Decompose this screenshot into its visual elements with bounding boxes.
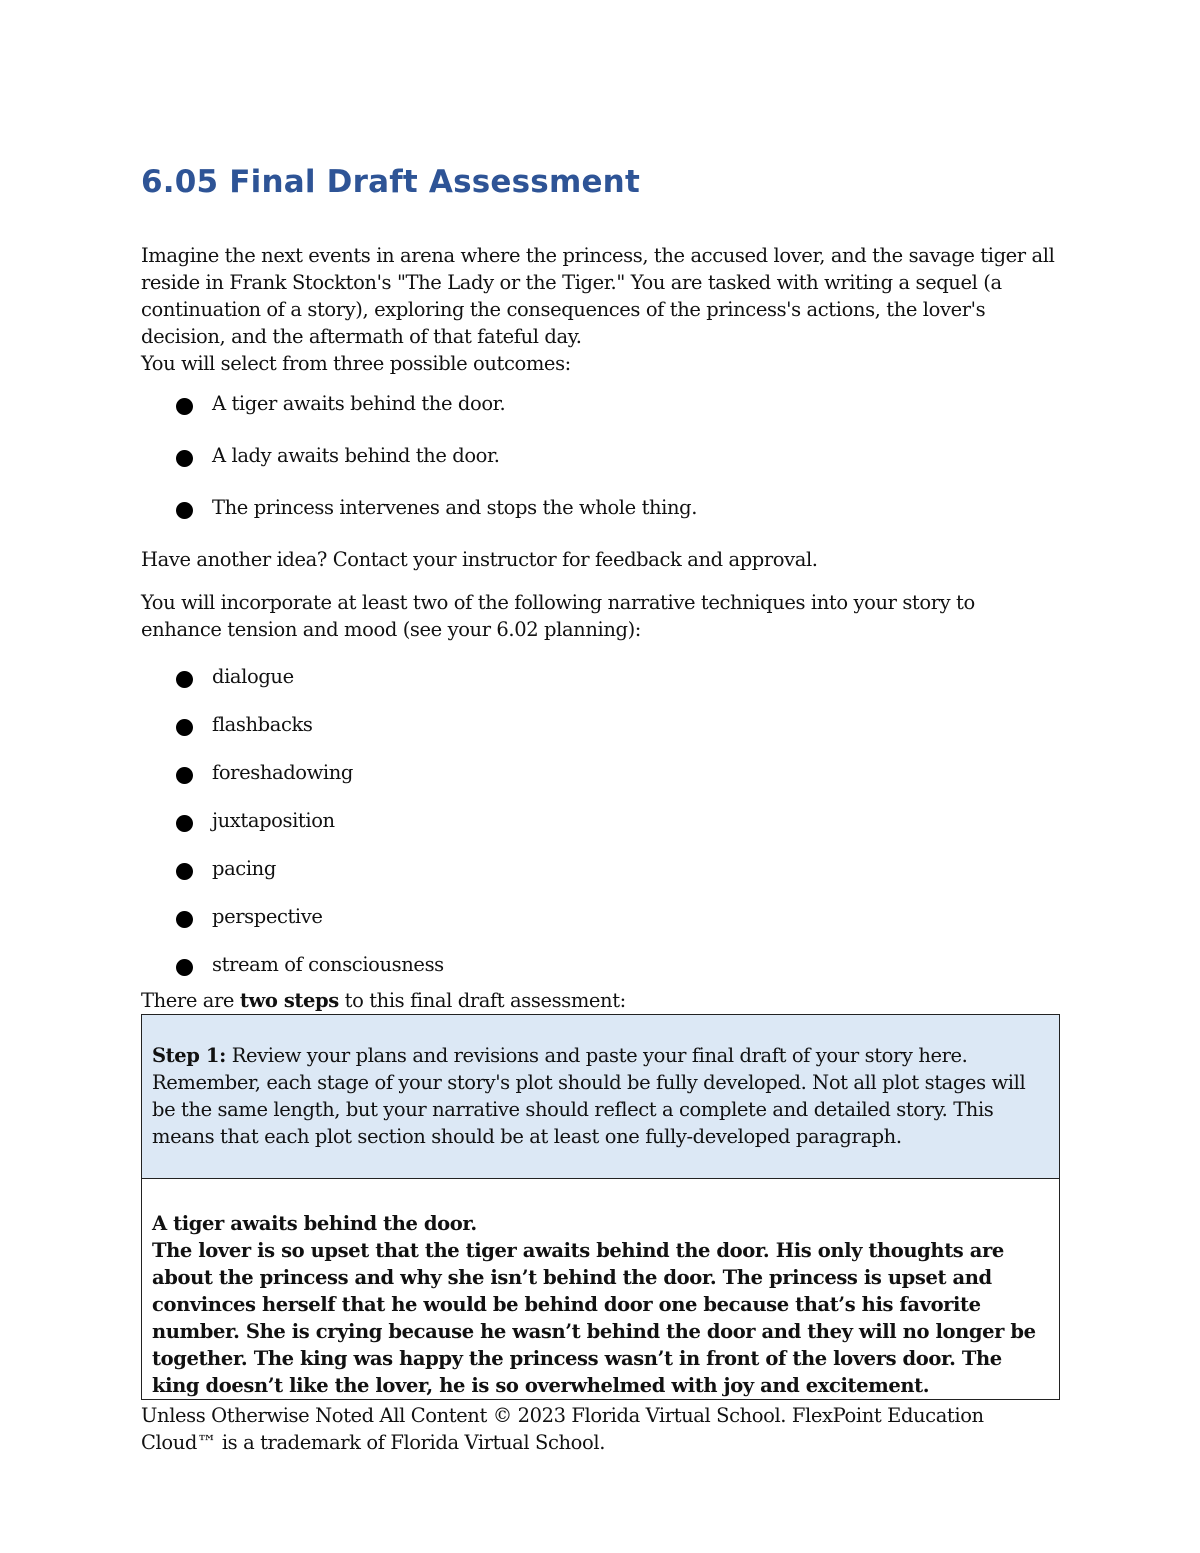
- bullet-icon: [176, 815, 193, 832]
- bullet-icon: [176, 450, 193, 467]
- bullet-icon: [176, 398, 193, 415]
- bullet-icon: [176, 767, 193, 784]
- intro-paragraph: Imagine the next events in arena where the princess, the accused lover, and the savage tiger all reside in Frank Stockton's "The Lady or the Tiger." You are tasked with writing a sequel (a continuation of a story), exploring the consequences of the princess's actions, the lover's decision, and the aftermath of that fateful day.: [141, 244, 1055, 348]
- bullet-icon: [176, 863, 193, 880]
- step1-label: Step 1:: [152, 1044, 226, 1067]
- step1-text: Review your plans and revisions and paste your final draft of your story here. Remember, each stage of your story's plot should be fully developed. Not all plot stages will be the same length, but your narrative should reflect a complete and detailed story. This means that each plot section should be at least one fully-developed paragraph.: [152, 1044, 1026, 1148]
- technique-text: foreshadowing: [212, 761, 354, 784]
- outcomes-list: [141, 390, 1061, 521]
- bullet-icon: [176, 671, 193, 688]
- list-item: [176, 759, 1061, 786]
- outcome-text: The princess intervenes and stops the whole thing.: [212, 496, 698, 519]
- technique-text: perspective: [212, 905, 323, 928]
- outcome-text: A tiger awaits behind the door.: [212, 392, 506, 415]
- techniques-intro: You will incorporate at least two of the following narrative techniques into your story to enhance tension and mood (see your 6.02 planning):: [141, 591, 975, 641]
- list-item: [176, 903, 1061, 930]
- list-item: [176, 711, 1061, 738]
- list-item: [176, 494, 1061, 521]
- answer-body: The lover is so upset that the tiger awaits behind the door. His only thoughts are about the princess and why she isn’t behind the door. The princess is upset and convinces herself that he would be behind door one because that’s his favorite number. She is crying because he wasn’t behind the door and they will no longer be together. The king was happy the princess wasn’t in front of the lovers door. The king doesn’t like the lover, he is so overwhelmed with joy and excitement.: [152, 1239, 1036, 1397]
- steps-table: [141, 1014, 1060, 1400]
- technique-text: flashbacks: [212, 713, 313, 736]
- outcome-text: A lady awaits behind the door.: [212, 444, 500, 467]
- steps-line-before: There are: [141, 989, 240, 1012]
- select-outcomes-line: You will select from three possible outcomes:: [141, 352, 571, 375]
- list-item: [176, 807, 1061, 834]
- answer-heading: A tiger awaits behind the door.: [152, 1212, 477, 1235]
- bullet-icon: [176, 959, 193, 976]
- list-item: [176, 390, 1061, 417]
- technique-text: stream of consciousness: [212, 953, 444, 976]
- step1-cell: [142, 1015, 1060, 1179]
- bullet-icon: [176, 911, 193, 928]
- bullet-icon: [176, 502, 193, 519]
- technique-text: dialogue: [212, 665, 294, 688]
- answer-cell[interactable]: [142, 1179, 1060, 1400]
- list-item: [176, 442, 1061, 469]
- list-item: [176, 855, 1061, 882]
- steps-line-bold: two steps: [239, 989, 339, 1012]
- another-idea-line: Have another idea? Contact your instructor for feedback and approval.: [141, 548, 818, 571]
- steps-line-after: to this final draft assessment:: [338, 989, 626, 1012]
- document-page: [141, 160, 1061, 1400]
- page-title: 6.05 Final Draft Assessment: [141, 164, 640, 200]
- techniques-list: [141, 663, 1061, 978]
- list-item: [176, 663, 1061, 690]
- steps-line: [141, 987, 1061, 1014]
- technique-text: juxtaposition: [212, 809, 335, 832]
- technique-text: pacing: [212, 857, 276, 880]
- bullet-icon: [176, 719, 193, 736]
- list-item: [176, 951, 1061, 978]
- copyright-footer: Unless Otherwise Noted All Content © 2023 Florida Virtual School. FlexPoint Education Cloud™ is a trademark of Florida Virtual School.: [141, 1404, 984, 1454]
